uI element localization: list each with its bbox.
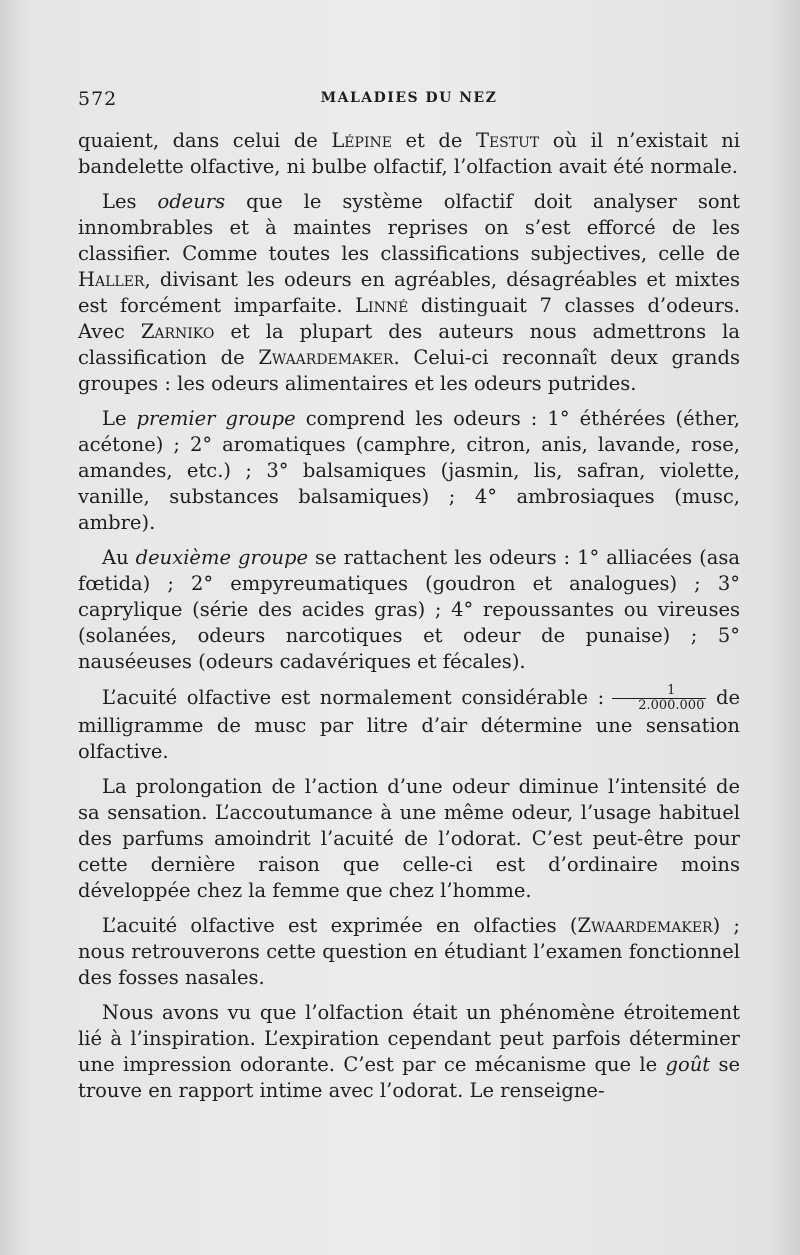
author-name: Testut [475, 129, 540, 152]
text-run: ) ; nous retrouverons cette question en étudiant l’examen fonctionnel des fosses nasales. [78, 914, 740, 989]
author-name: Lépine [331, 129, 392, 152]
paragraph-2 [78, 189, 740, 397]
emphasis: deuxième groupe [135, 546, 309, 569]
author-name: Zarniko [140, 320, 215, 343]
text-run: L’acuité olfactive est normalement considérable : [102, 686, 605, 709]
paragraph-1 [78, 128, 740, 180]
body-text [78, 128, 740, 1104]
author-name: Linné [355, 294, 409, 317]
emphasis: odeurs [157, 190, 226, 213]
author-name: Zwaardemaker [258, 346, 394, 369]
running-title: MALADIES DU NEZ [320, 90, 498, 106]
text-run: où il n’existait ni bandelette olfactive, ni bulbe olfactif, l’olfaction avait été normale. [78, 129, 741, 178]
text-run: distinguait 7 classes d’odeurs. Avec [78, 294, 740, 343]
text-run: La prolongation de l’action d’une odeur diminue l’intensité de sa sensation. L’accoutumance à une même odeur, l’usage habituel des parfums amoindrit l’acuité de l’odorat. C’est peut-être pour cette dernière raison que celle-ci est d’ordinaire moins développée chez la femme que chez l’homme. [78, 775, 740, 902]
text-run: Nous avons vu que l’olfaction était un phénomène étroitement lié à l’inspiration. L’expiration cependant peut parfois déterminer une impression odorante. C’est par ce mécanisme que le [78, 1001, 740, 1076]
text-run: comprend les odeurs : 1° éthérées (éther, acétone) ; 2° aromatiques (camphre, citron, anis, lavande, rose, amandes, etc.) ; 3° balsamiques (jasmin, lis, safran, violette, vanille, substances balsamiques) ; 4° ambrosiaques (musc, ambre). [78, 407, 740, 534]
text-run: , divisant les odeurs en agréables, désagréables et mixtes est forcément imparfaite. [78, 268, 740, 317]
page-header [78, 88, 740, 112]
paragraph-8 [78, 1000, 740, 1104]
emphasis: goût [665, 1053, 711, 1076]
text-run: de milligramme de musc par litre d’air détermine une sensation olfactive. [78, 686, 740, 763]
text-run: quaient, dans celui de [78, 129, 332, 152]
author-name: Zwaardemaker [577, 914, 713, 937]
text-run: se trouve en rapport intime avec l’odorat. Le renseigne- [78, 1053, 740, 1102]
text-run: se rattachent les odeurs : 1° alliacées (asa fœtida) ; 2° empyreumatiques (goudron et analogues) ; 3° caprylique (série des acides gras) ; 4° repoussantes ou vireuses (solanées, odeurs narcotiques et odeur de punaise) ; 5° nauséeuses (odeurs cadavériques et fécales). [78, 546, 740, 673]
fraction-denominator: 2.000.000 [638, 698, 705, 713]
text-run: Les [102, 190, 158, 213]
paragraph-6 [78, 774, 740, 904]
fraction [612, 684, 706, 713]
paragraph-4 [78, 545, 740, 675]
text-run: Au [102, 546, 136, 569]
text-run: Le [102, 407, 137, 430]
text-run: et la plupart des auteurs nous admettrons la classification de [78, 320, 741, 369]
text-run: que le système olfactif doit analyser sont innombrables et à maintes reprises on s’est efforcé de les classifier. Comme toutes les classifications subjectives, celle de [78, 190, 740, 265]
text-run: L’acuité olfactive est exprimée en olfacties ( [102, 914, 578, 937]
paragraph-5 [78, 684, 740, 765]
text-run: . Celui-ci reconnaît deux grands groupes : les odeurs alimentaires et les odeurs putrides. [78, 346, 740, 395]
paragraph-3 [78, 406, 740, 536]
page-number: 572 [78, 88, 118, 110]
emphasis: premier groupe [136, 407, 296, 430]
text-run: et de [391, 129, 476, 152]
paragraph-7 [78, 913, 740, 991]
author-name: Haller [78, 268, 145, 291]
fraction-numerator: 1 [612, 684, 706, 699]
